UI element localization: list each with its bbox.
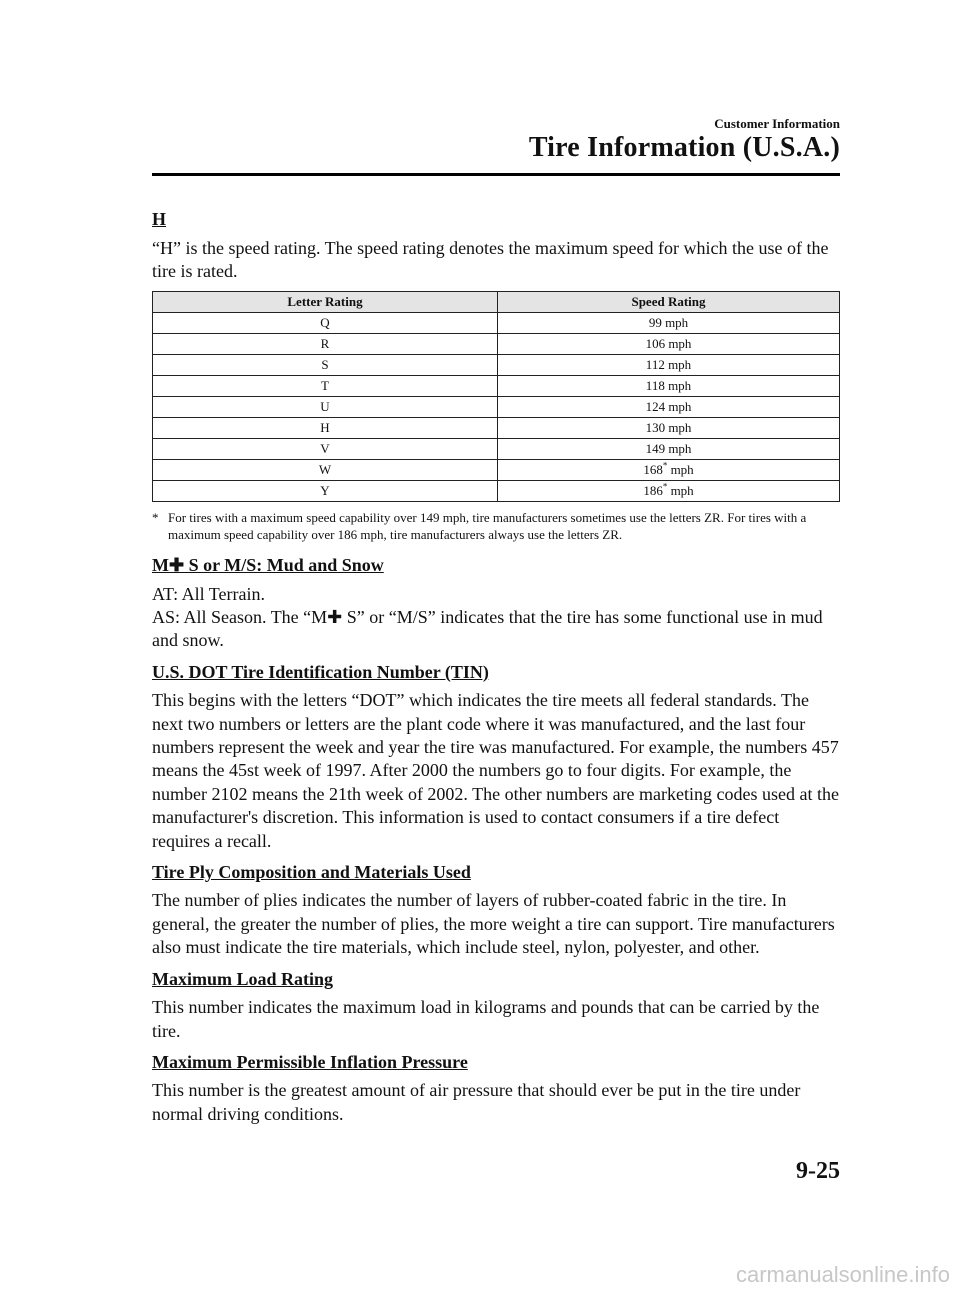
letter-cell: Q — [153, 313, 498, 334]
speed-cell: 112 mph — [498, 355, 840, 376]
speed-cell: 106 mph — [498, 334, 840, 355]
table-row — [153, 397, 840, 418]
ply-text: The number of plies indicates the number of layers of rubber-coated fabric in the tire. In general, the greater the number of plies, the more weight a tire can support. Tire manufacturers also must indicate the tire materials, which include steel, nylon, polyester, and other. — [152, 890, 835, 958]
speed-rating-heading: H — [152, 209, 167, 229]
table-row — [153, 418, 840, 439]
letter-cell: R — [153, 334, 498, 355]
speed-unit: mph — [667, 483, 694, 499]
table-row — [153, 439, 840, 460]
column-header-speed: Speed Rating — [498, 292, 840, 313]
table-header-row — [153, 292, 840, 313]
section-label: Customer Information — [714, 116, 840, 131]
header-divider — [152, 173, 840, 176]
letter-cell: U — [153, 397, 498, 418]
mud-snow-heading: M✚ S or M/S: Mud and Snow — [152, 555, 384, 576]
speed-cell: 99 mph — [498, 313, 840, 334]
speed-cell: 124 mph — [498, 397, 840, 418]
page-content — [152, 208, 840, 1134]
letter-cell: T — [153, 376, 498, 397]
speed-rating-text: “H” is the speed rating. The speed rating denotes the maximum speed for which the use of the tire is rated. — [152, 237, 829, 281]
table-row — [153, 334, 840, 355]
speed-cell: 130 mph — [498, 418, 840, 439]
speed-rating-table — [152, 291, 840, 502]
footnote-text: For tires with a maximum speed capability over 149 mph, tire manufacturers sometimes use the letters ZR. For tires with a maximum speed capability over 186 mph, tire manufacturers always use the letters ZR. — [168, 510, 807, 543]
letter-cell: H — [153, 418, 498, 439]
tin-text: This begins with the letters “DOT” which indicates the tire meets all federal standards. The next two numbers or letters are the plant code where it was manufactured, and the last four numbers represent the week and year the tire was manufactured. For example, the numbers 457 means the 45st week of 1997. After 2000 the numbers go to four digits. For example, the number 2102 means the 21th week of 2002. The other numbers are marketing codes used at the manufacturer's discretion. This information is used to contact consumers if a tire defect requires a recall. — [152, 690, 839, 851]
speed-value: 168 — [643, 462, 663, 478]
letter-cell: Y — [153, 481, 498, 502]
page-title: Tire Information (U.S.A.) — [528, 132, 840, 163]
footnote-marker: * — [662, 481, 668, 492]
footnote-star: * — [152, 510, 159, 526]
tin-heading: U.S. DOT Tire Identification Number (TIN) — [152, 661, 489, 682]
all-season-text: AS: All Season. The “M✚ S” or “M/S” indicates that the tire has some functional use in mud and snow. — [152, 606, 823, 651]
load-rating-text: This number indicates the maximum load in kilograms and pounds that can be carried by the tire. — [152, 997, 820, 1041]
load-rating-heading: Maximum Load Rating — [152, 968, 334, 989]
speed-cell: 118 mph — [498, 376, 840, 397]
footnote-marker: * — [662, 460, 668, 471]
table-row — [153, 313, 840, 334]
table-row — [153, 355, 840, 376]
inflation-pressure-heading: Maximum Permissible Inflation Pressure — [152, 1051, 468, 1072]
ply-heading: Tire Ply Composition and Materials Used — [152, 861, 471, 882]
speed-cell — [498, 460, 840, 481]
inflation-pressure-text: This number is the greatest amount of air pressure that should ever be put in the tire under normal driving conditions. — [152, 1080, 801, 1124]
watermark: carmanualsonline.info — [735, 1262, 950, 1287]
speed-value: 186 — [643, 483, 663, 499]
letter-cell: V — [153, 439, 498, 460]
speed-cell: 149 mph — [498, 439, 840, 460]
speed-unit: mph — [667, 462, 694, 478]
table-row — [153, 460, 840, 481]
page-number: 9-25 — [796, 1158, 840, 1184]
letter-cell: W — [153, 460, 498, 481]
table-row — [153, 376, 840, 397]
table-row — [153, 481, 840, 502]
speed-cell — [498, 481, 840, 502]
table-footnote — [152, 510, 840, 544]
column-header-letter: Letter Rating — [153, 292, 498, 313]
letter-cell: S — [153, 355, 498, 376]
all-terrain-text: AT: All Terrain. — [152, 583, 265, 604]
